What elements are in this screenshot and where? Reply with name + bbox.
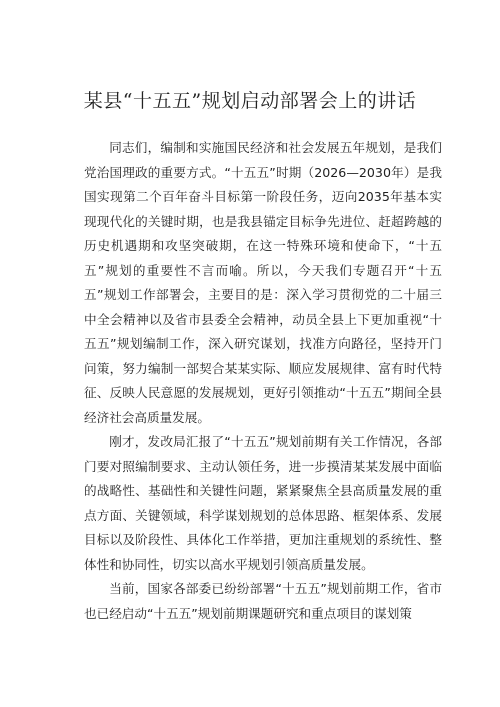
paragraph-2: 刚才，发改局汇报了“十五五”规划前期有关工作情况，各部门要对照编制要求、主动认领任务，进一步摸清某某发展中面临的战略性、基础性和关键性问题，紧紧聚焦全县高质量发展的重点方面、关键领域，科学谋划规划的总体思路、框架体系、发展目标以及阶段性、具体化工作举措，更加注重规划的系统性、整体性和协同性，切实以高水平规划引领高质量发展。 [84, 434, 442, 572]
paragraph-1: 同志们，编制和实施国民经济和社会发展五年规划，是我们党治国理政的重要方式。“十五五”时期（2026—2030年）是我国实现第二个百年奋斗目标第一阶段任务，迈向2035年基本实现现代化的关键时期，也是我县锚定目标争先进位、赶超跨越的历史机遇期和攻坚突破期，在这一特殊环境和使命下，“十五五”规划的重要性不言而喻。所以，今天我们专题召开“十五五”规划工作部署会，主要目的是：深入学习贯彻党的二十届三中全会精神以及省市县委全会精神，动员全县上下更加重视“十五五”规划编制工作，深入研究谋划，找准方向路径，坚持开门问策，努力编制一部契合某某实际、顺应发展规律、富有时代特征、反映人民意愿的发展规划，更好引领推动“十五五”期间全县经济社会高质量发展。 [84, 140, 442, 425]
document-title: 某县“十五五”规划启动部署会上的讲话 [83, 90, 417, 112]
paragraph-3: 当前，国家各部委已纷纷部署“十五五”规划前期工作，省市也已经启动“十五五”规划前期课题研究和重点项目的谋划策 [84, 581, 442, 621]
document-body [84, 136, 442, 626]
